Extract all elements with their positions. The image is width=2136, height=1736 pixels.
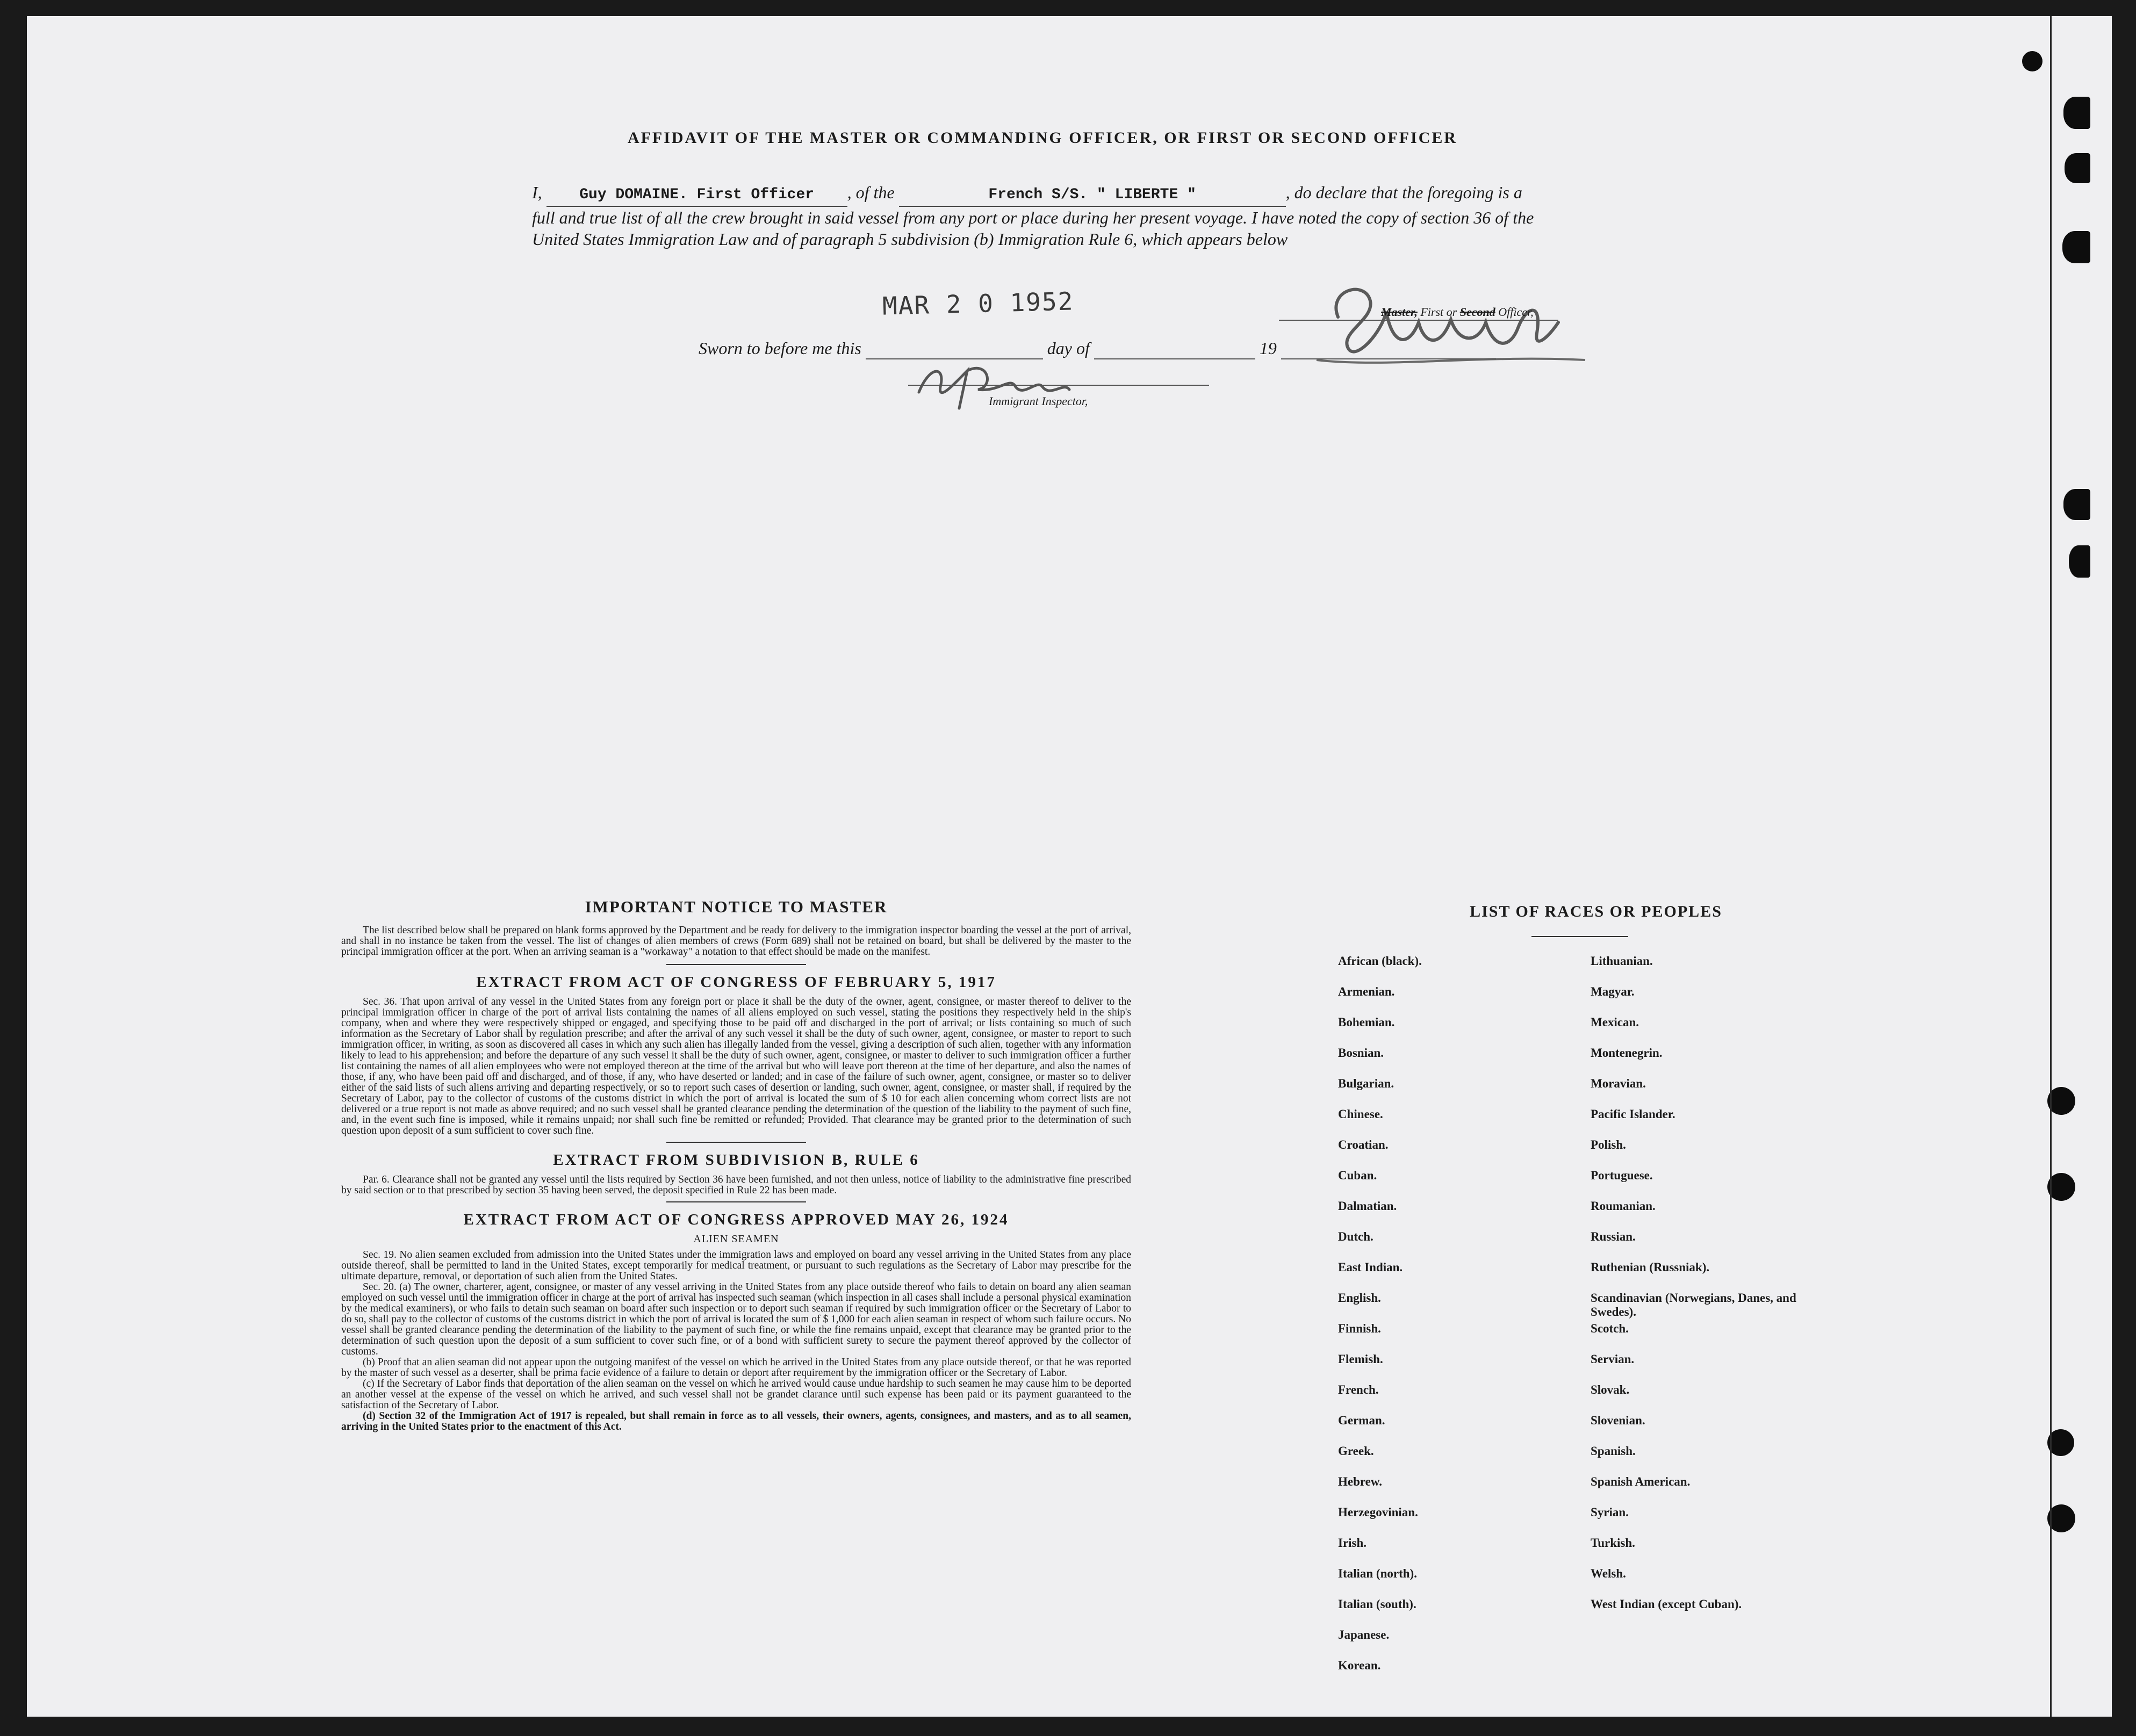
signature-label (1381, 305, 1534, 319)
race-item: Hebrew. (1338, 1475, 1382, 1488)
races-right-column (1591, 954, 1838, 1628)
document-page (27, 16, 2112, 1717)
race-item: Pacific Islander. (1591, 1107, 1675, 1121)
race-item: Scandinavian (Norwegians, Danes, and Swedes). (1591, 1291, 1796, 1319)
race-item: Ruthenian (Russniak). (1591, 1260, 1710, 1274)
race-item: Spanish. (1591, 1444, 1636, 1458)
race-item: Slovenian. (1591, 1414, 1645, 1427)
race-item: Bohemian. (1338, 1015, 1395, 1029)
extract-1924-d: (d) Section 32 of the Immigration Act of 1917 is repealed, but shall remain in force as to all vessels, their owners, agents, consignees, and masters, and as to all seamen, arriving in the United States prior to the enactment of this Act. (341, 1410, 1131, 1432)
race-item: Turkish. (1591, 1536, 1635, 1550)
race-item: Bulgarian. (1338, 1077, 1394, 1090)
important-notice (341, 897, 1131, 1432)
race-item: Croatian. (1338, 1138, 1389, 1151)
race-item: Flemish. (1338, 1352, 1383, 1366)
signature-label-second: Second (1459, 305, 1495, 319)
punch-hole (2069, 545, 2090, 578)
race-item: Chinese. (1338, 1107, 1383, 1121)
race-item: Bosnian. (1338, 1046, 1384, 1060)
race-item: Dalmatian. (1338, 1199, 1397, 1213)
divider (666, 964, 806, 965)
race-item: Italian (south). (1338, 1597, 1416, 1611)
divider (666, 1142, 806, 1143)
sworn-year-blank (1281, 338, 1496, 359)
race-item: Italian (north). (1338, 1567, 1417, 1580)
inspector-line (908, 385, 1209, 386)
extract-1924-title: EXTRACT FROM ACT OF CONGRESS APPROVED MAY 26, 1924 (463, 1211, 1009, 1228)
year-prefix: 19 (1259, 338, 1277, 358)
races-title: LIST OF RACES OR PEOPLES (1470, 903, 1722, 920)
race-item: Irish. (1338, 1536, 1367, 1550)
races-left-column (1338, 954, 1542, 1689)
notice-title: IMPORTANT NOTICE TO MASTER (585, 897, 888, 916)
races-divider (1531, 936, 1628, 937)
sworn-month-blank (1094, 338, 1255, 359)
punch-hole (2065, 153, 2090, 183)
of-the-label: , of the (847, 183, 895, 202)
race-item: Herzegovinian. (1338, 1506, 1418, 1519)
officer-name-field: Guy DOMAINE. First Officer (546, 184, 847, 207)
race-item: Dutch. (1338, 1230, 1373, 1243)
extract-rule6-title: EXTRACT FROM SUBDIVISION B, RULE 6 (553, 1151, 919, 1169)
signature-label-officer: Officer, (1498, 305, 1534, 319)
notice-intro: The list described below shall be prepared on blank forms approved by the Department and be ready for delivery to the immigration inspector boarding the vessel at the port of arrival, and shall in no instance be taken from the vessel. The list of changes of alien members of crews (Form 689) shall not be retained on board, but shall be delivered by the master to the principal immigration officer at the port. When an arriving seaman is a "workaway" a notation to that effect should be made on the manifest. (341, 925, 1131, 957)
signature-label-master: Master, (1381, 305, 1418, 319)
race-item: Armenian. (1338, 985, 1395, 998)
extract-1917-title: EXTRACT FROM ACT OF CONGRESS OF FEBRUARY 5, 1917 (476, 974, 996, 991)
extract-1917-text: Sec. 36. That upon arrival of any vessel in the United States from any foreign port or place it shall be the duty of the owner, agent, consignee, or master thereof to deliver to the principal immigration officer in charge of the port of arrival lists containing the names of all aliens employed on such vessel, stating the positions they respectively held in the ship's company, when and where they were respectively shipped or engaged, and specifying those to be paid off and discharged in the port of arrival; or lists containing so much of such information as the Secretary of Labor shall by regulation prescribe; and after the arrival of any such vessel it shall be the duty of such owner, agent, consignee, or master to report to such immigration officer, in writing, as soon as discovered all cases in which any such alien has illegally landed from the vessel, giving a description of such alien, together with any information likely to lead to his apprehension; and before the departure of any such vessel it shall be the duty of such owner, agent, consignee, or master to deliver to such immigration officer a further list containing the names of all alien employees who were not employed thereon at the time of the arrival but who will leave port thereon at the time of her departure, and also the names of those, if any, who have been paid off and discharged, and of those, if any, who have deserted or landed; and in case of the failure of such owner, agent, consignee, or master so to deliver either of the said lists of such aliens arriving and departing respectively, or so to report such cases of desertion or landing, such owner, agent, consignee, or master shall, if required by the Secretary of Labor, pay to the collector of customs of the customs district in which the port of arrival is located the sum of $ 10 for each alien concerning whom correct lists are not delivered or a true report is not made as above required; and no such vessel shall be granted clearance pending the determination of the question of the liability to the payment of such fine, and, in the event such fine is imposed, while it remains unpaid; nor shall such fine be remitted or refunded; Provided. That clearance may be granted prior to the determination of such question upon deposit of a sum sufficient to cover such fine. (341, 996, 1131, 1136)
affidavit-title: AFFIDAVIT OF THE MASTER OR COMMANDING OFFICER, OR FIRST OR SECOND OFFICER (627, 129, 1458, 147)
race-item: Scotch. (1591, 1322, 1629, 1335)
race-item: Japanese. (1338, 1628, 1390, 1641)
race-item: Spanish American. (1591, 1475, 1691, 1488)
race-item: Welsh. (1591, 1567, 1626, 1580)
date-stamp: MAR 2 0 1952 (882, 286, 1074, 321)
race-item: Cuban. (1338, 1169, 1377, 1182)
signature-line (1279, 320, 1558, 321)
race-item: Finnish. (1338, 1322, 1381, 1335)
race-item: Montenegrin. (1591, 1046, 1663, 1060)
race-item: Roumanian. (1591, 1199, 1656, 1213)
race-item: Russian. (1591, 1230, 1636, 1243)
race-item: Slovak. (1591, 1383, 1630, 1396)
race-item: German. (1338, 1414, 1385, 1427)
extract-rule6-text: Par. 6. Clearance shall not be granted any vessel until the lists required by Section 36 have been furnished, and not then unless, notice of liability to the administrative fine prescribed by said section or to that prescribed by section 35 having been served, the deposit specified in Rule 22 has been made. (341, 1174, 1131, 1196)
extract-1924-b: (b) Proof that an alien seaman did not appear upon the outgoing manifest of the vessel on which he arrived in the United States from any place outside thereof, or that he was reported by the master of such vessel as a deserter, shall be prima facie evidence of a failure to detain or deport after requirement by the immigration officer or the Secretary of Labor. (341, 1357, 1131, 1379)
punch-hole (2063, 97, 2090, 129)
day-of-label: day of (1047, 338, 1090, 358)
race-item: English. (1338, 1291, 1381, 1305)
extract-1924-c: (c) If the Secretary of Labor finds that deportation of the alien seaman on the vessel on which he arrived would cause undue hardship to such seamen he may cause him to be deported an another vessel at the expense of the vessel on which he arrived, and such vessel shall not be grandet clarance until such expense has been paid or its payment guaranteed to the satisfaction of the Secretary of Labor. (341, 1378, 1131, 1411)
edge-line (2050, 16, 2052, 1717)
sworn-label: Sworn to before me this (699, 338, 861, 358)
race-item: Korean. (1338, 1659, 1381, 1672)
race-item: Portuguese. (1591, 1169, 1653, 1182)
race-item: Polish. (1591, 1138, 1626, 1151)
race-item: Moravian. (1591, 1077, 1646, 1090)
race-item: Lithuanian. (1591, 954, 1653, 968)
punch-hole (2063, 489, 2090, 520)
punch-hole (2062, 231, 2090, 263)
do-declare-label: , do declare (1285, 183, 1367, 202)
signature-label-first: First or (1420, 305, 1457, 319)
race-item: Syrian. (1591, 1506, 1629, 1519)
punch-hole (2022, 51, 2042, 71)
race-item: East Indian. (1338, 1260, 1403, 1274)
extract-1924-sec20a: Sec. 20. (a) The owner, charterer, agent, consignee, or master of any vessel arriving in the United States from any place outside thereof who fails to detain on board any alien seaman employed on such vessel until the immigration officer in charge at the port of arrival has inspected such seaman (which inspection in all cases shall include a personal physical examination by the medical examiners), or who fails to detain such seaman on board after such inspection or to deport such seaman if required by such immigration officer or the Secretary of Labor to do so, shall pay to the collector of customs of the customs district in which the port of arrival is located the sum of $ 1,000 for each alien seaman in respect of whom such failure occurs. No vessel shall be granted clearance pending the determination of the liability to the payment of such fine, or while the fine remains unpaid, except that clearance may be granted prior to the determination of such question upon the deposit of a sum sufficient to cover such fine, or of a bond with sufficient surety to secure the payment thereof approved by the collector of customs. (341, 1281, 1131, 1357)
vessel-name-field: French S/S. " LIBERTE " (899, 184, 1286, 207)
race-item: Servian. (1591, 1352, 1635, 1366)
race-item: Mexican. (1591, 1015, 1639, 1029)
race-item: French. (1338, 1383, 1379, 1396)
race-item: African (black). (1338, 954, 1422, 968)
race-item: Magyar. (1591, 985, 1635, 998)
race-item: Greek. (1338, 1444, 1374, 1458)
affidavit-body: that the foregoing is a full and true list of all the crew brought in said vessel from any port or place during her present voyage. I have noted the copy of section 36 of the United States Immigration Law and of paragraph 5 subdivision (b) Immigration Rule 6, which appears below (532, 183, 1534, 249)
extract-1924-subtitle: ALIEN SEAMEN (693, 1233, 779, 1245)
inspector-label: Immigrant Inspector, (989, 394, 1088, 408)
declarant-prefix: I, (532, 183, 542, 202)
extract-1924-sec19: Sec. 19. No alien seamen excluded from admission into the United States under the immigration laws and employed on board any vessel arriving in the United States from any place outside thereof, shall be permitted to land in the United States, except temporarily for medical treatment, or pursuant to such regulations as the Secretary of Labor may prescribe for the ultimate departure, removal, or deportation of such alien from the United States. (341, 1249, 1131, 1282)
race-item: West Indian (except Cuban). (1591, 1597, 1742, 1611)
affidavit-declaration (532, 182, 1542, 250)
divider (666, 1201, 806, 1202)
